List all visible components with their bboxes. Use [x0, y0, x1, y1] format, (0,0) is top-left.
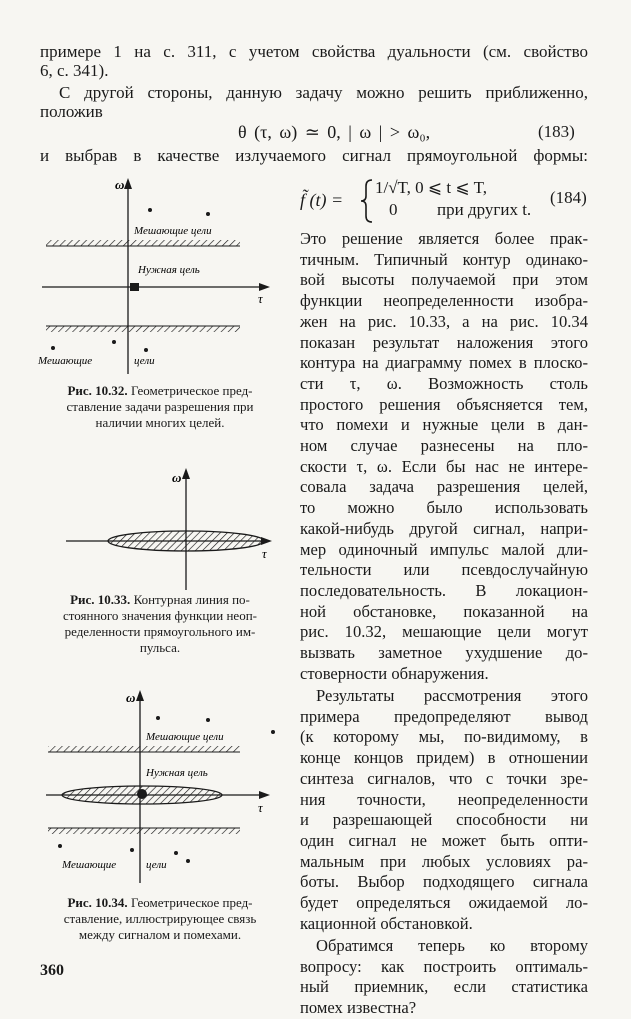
target-dot — [148, 208, 152, 212]
figure-10-32 — [36, 170, 286, 378]
tau-arrow-icon — [259, 791, 270, 799]
tau-axis-label: τ — [258, 800, 263, 815]
omega-axis-label: ω — [115, 177, 125, 192]
upper-band — [46, 240, 240, 246]
lower-band — [48, 828, 240, 834]
equation-184-lhs: f̃ (t) = — [300, 190, 344, 210]
omega-arrow-icon — [124, 178, 132, 189]
tau-arrow-icon — [259, 283, 270, 291]
caption-number: Рис. 10.34. — [67, 895, 128, 910]
tau-axis-label: τ — [258, 291, 263, 306]
top-line-2: 6, с. 341). — [40, 61, 109, 80]
equation-184 — [300, 178, 600, 226]
target-dot — [144, 348, 148, 352]
label-interfering-top: Мешающие цели — [134, 225, 212, 237]
right-paragraph-1: Это решение является более прак- тичным. Типичный контур одинако- вой высоты получаемой при этом функции неопределенности изобра- жен на рис. 10.33, а на рис. 10.34 показан результат наложения этого контура на диаграмму помех в плоско- сти τ, ω. Возможность столь простого решения объясняется тем, что помехи и нужные цели в дан- ном случае разнесены на пло- скости τ, ω. Если бы нас не интере- совала задача разрешения целей, то можно было использовать какой-нибудь другой сигнал, напри- мер одиночный импульс малой дли- тельности или псевдослучайную последовательность. В локацион- ной обстановке, показанной на рис. 10.32, мешающие цели могут вызвать заметное ухудшение до- стоверности обнаружения. — [300, 229, 588, 683]
ambiguity-contour — [108, 531, 264, 551]
equation-183-number: (183) — [538, 122, 575, 141]
caption-10-32: Рис. 10.32. Геометрическое пред- ставление задачи разрешения при наличии многих целей. — [66, 383, 254, 430]
page-number: 360 — [40, 962, 64, 979]
top-line-1: примере 1 на с. 311, с учетом свойства дуальности (см. свойство — [40, 42, 588, 61]
caption-10-34: Рис. 10.34. Геометрическое пред- ставление, иллюстрирующее связь между сигналом и помехами. — [63, 895, 257, 942]
label-interfering-bottom-2: цели — [146, 859, 167, 871]
target-dot — [174, 851, 178, 855]
after-equation-line: и выбрав в качестве излучаемого сигнал прямоугольной формы: — [40, 146, 588, 165]
caption-number: Рис. 10.33. — [70, 592, 131, 607]
equation-184-case2-cond: при других t. — [437, 200, 532, 219]
figure-10-33 — [36, 462, 286, 592]
equation-184-case2-value: 0 — [389, 200, 398, 219]
label-interfering-bottom-1: Мешающие — [62, 859, 117, 871]
omega-arrow-icon — [182, 468, 190, 479]
caption-10-33: Рис. 10.33. Контурная линия по- стоянного значения функции неоп- ределенности прямоугольного им- пульса. — [63, 592, 257, 655]
omega-axis-label: ω — [172, 470, 182, 485]
caption-number: Рис. 10.32. — [67, 383, 128, 398]
desired-target-marker — [130, 283, 139, 291]
equation-184-case1: 1/√T, 0 ⩽ t ⩽ T, — [375, 178, 487, 197]
omega-arrow-icon — [136, 690, 144, 701]
target-dot — [271, 730, 275, 734]
target-dot — [58, 844, 62, 848]
equation-184-number: (184) — [550, 188, 587, 207]
desired-target-marker — [137, 789, 147, 799]
label-desired-target: Нужная цель — [146, 767, 208, 779]
equation-183: θ (τ, ω) ≃ 0, | ω | > ω₀, — [238, 122, 431, 142]
top-line-4: положив — [40, 102, 103, 121]
label-interfering-bottom-1: Мешающие — [38, 355, 93, 367]
label-interfering-bottom-2: цели — [134, 355, 155, 367]
target-dot — [206, 212, 210, 216]
target-dot — [51, 346, 55, 350]
figure-10-34 — [36, 680, 286, 885]
target-dot — [186, 859, 190, 863]
label-interfering-top: Мешающие цели — [146, 731, 224, 743]
lower-band — [46, 326, 240, 332]
tau-axis-label: τ — [262, 546, 267, 561]
label-desired-target: Нужная цель — [138, 264, 200, 276]
right-paragraph-2: Результаты рассмотрения этого примера предопределяют вывод (к которому мы, по-видимому, в конце концов придем) в отношении синтеза сигналов, что с точки зре- ния точности, неопределенности и разрешающей способности ни один сигнал не может быть опти- мальным при любых условиях ра- боты. Выбор подходящего сигнала будет определяться ожидаемой ло- кационной обстановкой. — [300, 686, 588, 933]
target-dot — [156, 716, 160, 720]
top-line-3: С другой стороны, данную задачу можно решить приближенно, — [59, 83, 588, 102]
upper-band — [48, 746, 240, 752]
target-dot — [112, 340, 116, 344]
right-paragraph-3: Обратимся теперь ко второму вопросу: как построить оптималь- ный приемник, если статистика помех известна? — [300, 936, 588, 1018]
brace-icon — [360, 178, 374, 224]
target-dot — [206, 718, 210, 722]
target-dot — [130, 848, 134, 852]
omega-axis-label: ω — [126, 690, 136, 705]
